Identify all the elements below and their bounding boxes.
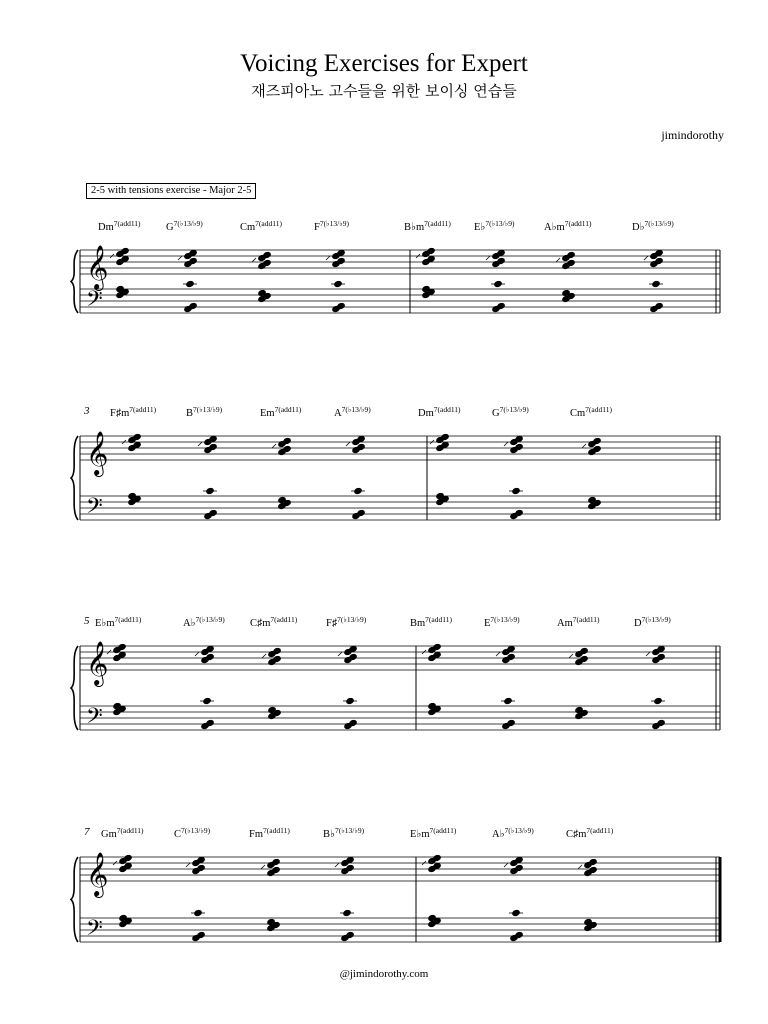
footer-url: @jimindorothy.com — [339, 968, 429, 980]
chord-extension: 7(♭13/♭9) — [490, 615, 520, 624]
bass-clef-icon: 𝄢 — [86, 494, 103, 524]
chord-symbol — [334, 405, 371, 419]
chord-extension: 7(add11) — [263, 826, 290, 835]
chord-extension: 7(add11) — [274, 405, 302, 414]
accidental-flat — [335, 863, 339, 867]
treble-clef-icon: 𝄞 — [86, 852, 109, 896]
treble-clef-icon: 𝄞 — [86, 431, 109, 475]
chord-symbol — [418, 405, 461, 419]
chord-symbol — [410, 615, 452, 629]
accidental-flat — [582, 444, 586, 448]
chord-symbol — [249, 826, 290, 840]
system-1 — [71, 219, 720, 317]
chord-extension: 7(add11) — [425, 615, 452, 624]
chord-root: G — [492, 408, 500, 419]
chord-root: E — [484, 618, 491, 629]
accidental-flat — [486, 256, 490, 260]
chord-root: Cm — [570, 408, 586, 419]
chord-root: C♯m — [250, 618, 271, 629]
chord-extension: 7(add11) — [572, 615, 600, 624]
chord-symbol — [186, 405, 223, 419]
chord-symbol — [166, 219, 203, 233]
chord-symbol — [634, 615, 671, 629]
chord-extension: 7(add11) — [113, 219, 141, 228]
accidental-flat — [569, 654, 573, 658]
chord-symbol — [410, 826, 457, 840]
chord-extension: 7(♭13/♭9) — [641, 615, 671, 624]
chord-symbol — [314, 219, 350, 233]
chord-root: D♭ — [632, 222, 645, 233]
brace — [71, 436, 78, 520]
chord-symbol — [326, 615, 367, 629]
chord-symbol — [95, 615, 142, 629]
chord-symbol — [101, 826, 144, 840]
chord-symbol — [260, 405, 302, 419]
chord-symbol — [557, 615, 600, 629]
bass-clef-icon: 𝄢 — [86, 704, 103, 734]
chord-extension: 7(♭13/♭9) — [193, 405, 223, 414]
chord-extension: 7(♭13/♭9) — [341, 405, 371, 414]
chord-extension: 7(add11) — [129, 405, 157, 414]
chord-root: C — [174, 829, 182, 840]
exercise-label: 2-5 with tensions exercise - Major 2-5 — [86, 183, 256, 199]
chord-symbol — [632, 219, 674, 233]
accidental-flat — [646, 652, 650, 656]
chord-symbol — [492, 405, 529, 419]
treble-clef-icon: 𝄞 — [86, 641, 109, 685]
chord-root: D — [634, 618, 642, 629]
chord-extension: 7(add11) — [429, 826, 457, 835]
measure-number: 7 — [84, 826, 90, 838]
system-2 — [71, 405, 720, 524]
chord-extension: 7(♭13/♭9) — [334, 826, 365, 835]
chord-symbol — [240, 219, 282, 233]
chord-symbol — [404, 219, 451, 233]
chord-symbol — [544, 219, 592, 233]
chord-root: A♭ — [183, 618, 196, 629]
chord-extension: 7(add11) — [424, 219, 451, 228]
chord-symbol — [570, 405, 612, 419]
chord-symbol — [98, 219, 141, 233]
system-3 — [71, 615, 720, 734]
chord-root: Fm — [249, 829, 264, 840]
chord-extension: 7(♭13/♭9) — [644, 219, 674, 228]
chord-extension: 7(♭13/♭9) — [504, 826, 534, 835]
chord-extension: 7(♭13/♭9) — [337, 615, 367, 624]
chord-root: C♯m — [566, 829, 587, 840]
chord-root: E♭m — [410, 829, 430, 840]
accidental-flat — [195, 652, 199, 656]
chord-symbol — [566, 826, 614, 840]
chord-extension: 7(add11) — [564, 219, 592, 228]
accidental-flat — [578, 865, 582, 869]
chord-extension: 7(♭13/♭9) — [195, 615, 225, 624]
accidental-flat — [504, 863, 508, 867]
measure-number: 3 — [84, 405, 90, 417]
accidental-flat — [556, 258, 560, 262]
chord-root: A♭m — [544, 222, 565, 233]
chord-root: Cm — [240, 222, 256, 233]
brace — [71, 857, 78, 942]
chord-symbol — [183, 615, 225, 629]
chord-extension: 7(add11) — [270, 615, 298, 624]
chord-root: A♭ — [492, 829, 505, 840]
chord-root: F♯m — [110, 408, 130, 419]
accidental-flat — [252, 258, 256, 262]
chord-symbol — [110, 405, 157, 419]
composer-name: jimindorothy — [661, 128, 724, 142]
chord-symbol — [174, 826, 211, 840]
chord-symbol — [484, 615, 520, 629]
accidental-flat — [346, 442, 350, 446]
bass-clef-icon: 𝄢 — [86, 287, 103, 317]
measure-number: 5 — [84, 615, 90, 627]
chord-root: Bm — [410, 618, 426, 629]
accidental-flat — [504, 442, 508, 446]
accidental-flat — [272, 444, 276, 448]
bass-clef-icon: 𝄢 — [86, 916, 103, 946]
accidental-flat — [338, 652, 342, 656]
chord-extension: 7(♭13/♭9) — [181, 826, 211, 835]
chord-root: F — [314, 222, 320, 233]
accidental-flat — [326, 256, 330, 260]
chord-root: B♭ — [323, 829, 335, 840]
chord-symbol — [492, 826, 534, 840]
chord-extension: 7(♭13/♭9) — [499, 405, 529, 414]
system-4 — [71, 826, 720, 946]
chord-extension: 7(add11) — [255, 219, 282, 228]
chord-symbol — [250, 615, 298, 629]
brace — [71, 646, 78, 730]
accidental-flat — [186, 863, 190, 867]
chord-extension: 7(add11) — [586, 826, 614, 835]
chord-extension: 7(add11) — [585, 405, 612, 414]
chord-extension: 7(♭13/♭9) — [319, 219, 349, 228]
page-title: Voicing Exercises for Expert — [240, 50, 528, 77]
chord-root: Gm — [101, 829, 117, 840]
chord-root: E♭m — [95, 618, 115, 629]
chord-root: F♯ — [326, 618, 338, 629]
chord-root: Am — [557, 618, 573, 629]
chord-extension: 7(add11) — [114, 615, 142, 624]
chord-root: A — [334, 408, 342, 419]
chord-symbol — [323, 826, 365, 840]
chord-root: B — [186, 408, 194, 419]
chord-extension: 7(add11) — [433, 405, 461, 414]
accidental-flat — [644, 256, 648, 260]
accidental-flat — [198, 442, 202, 446]
chord-root: Dm — [98, 222, 114, 233]
chord-root: Dm — [418, 408, 434, 419]
accidental-flat — [262, 654, 266, 658]
chord-symbol — [474, 219, 515, 233]
chord-root: E♭ — [474, 222, 486, 233]
accidental-flat — [261, 865, 265, 869]
chord-extension: 7(♭13/♭9) — [485, 219, 515, 228]
accidental-flat — [178, 256, 182, 260]
chord-root: G — [166, 222, 174, 233]
chord-extension: 7(♭13/♭9) — [173, 219, 203, 228]
brace — [71, 250, 78, 313]
chord-root: Em — [260, 408, 275, 419]
accidental-flat — [496, 652, 500, 656]
chord-extension: 7(add11) — [116, 826, 144, 835]
page-subtitle: 재즈피아노 고수들을 위한 보이싱 연습들 — [251, 82, 517, 100]
treble-clef-icon: 𝄞 — [86, 245, 109, 289]
chord-root: B♭m — [404, 222, 425, 233]
